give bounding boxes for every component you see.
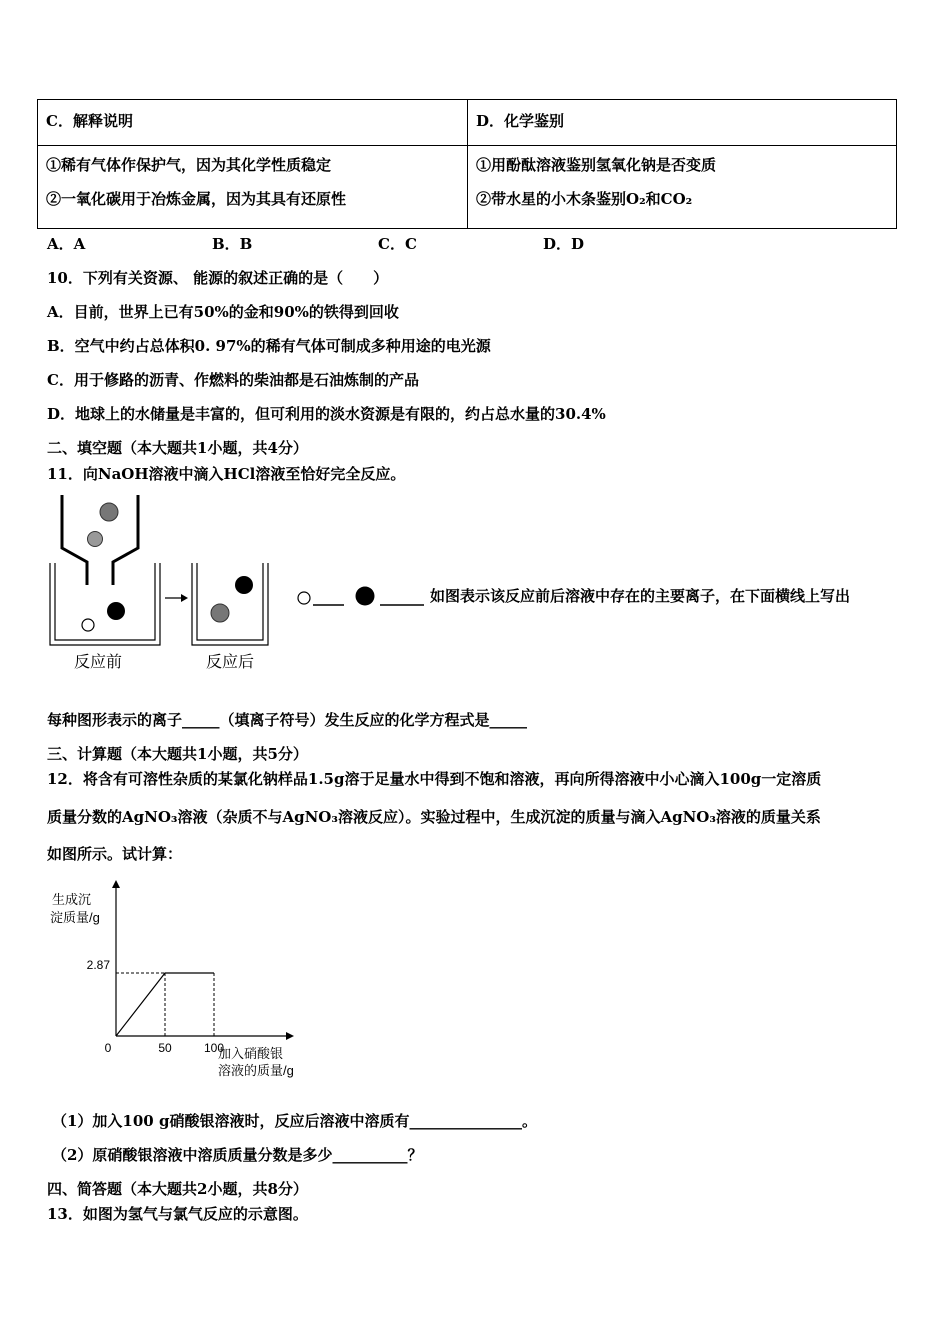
x-tick-label: 50 <box>158 1041 172 1055</box>
d-item: ②带水星的小木条鉴别O₂和CO₂ <box>476 190 693 208</box>
ion-white-circle <box>82 619 94 631</box>
q13-stem: 13．如图为氢气与氯气反应的示意图。 <box>47 1205 308 1223</box>
c-item: ①稀有气体作保护气，因为其化学性质稳定 <box>46 156 332 174</box>
label-after: 反应后 <box>205 654 255 671</box>
legend-black-circle <box>356 587 375 606</box>
ion-legend <box>294 585 426 611</box>
ion-black-circle <box>235 576 253 594</box>
precipitate-chart <box>40 878 320 1088</box>
table-cell-d-header <box>468 100 897 146</box>
section-4-heading: 四、简答题（本大题共2小题，共8分） <box>47 1180 308 1198</box>
section-3-heading: 三、计算题（本大题共1小题，共5分） <box>47 745 308 763</box>
ion-black-circle <box>107 602 125 620</box>
beaker-after-inner <box>197 563 263 640</box>
d-header: D．化学鉴别 <box>476 112 565 130</box>
arrow-head <box>181 594 188 602</box>
q12-sub2: （2）原硝酸银溶液中溶质质量分数是多少__________？ <box>52 1146 423 1164</box>
q12-sub1: （1）加入100 g硝酸银溶液时，反应后溶液中溶质有_______________。 <box>52 1112 537 1130</box>
q9-option-d: D．D <box>543 235 585 253</box>
legend-white-circle <box>298 592 310 604</box>
y-axis-label-line1: 生成沉 <box>52 892 92 907</box>
table-cell-c-body <box>38 146 468 229</box>
c-item: ②一氧化碳用于冶炼金属，因为其具有还原性 <box>46 190 347 208</box>
q10-stem: 10．下列有关资源、 能源的叙述正确的是（ ） <box>47 269 389 287</box>
y-axis-arrow <box>112 880 120 888</box>
beaker-before-outer <box>50 563 160 645</box>
x-tick-label: 0 <box>104 1041 112 1055</box>
d-item: ①用酚酞溶液鉴别氢氧化钠是否变质 <box>476 156 717 174</box>
table-cell-c-header <box>38 100 468 146</box>
q9-option-b: B．B <box>212 235 253 253</box>
ion-gray-circle <box>88 532 103 547</box>
reaction-diagram <box>40 490 300 680</box>
table-cell-d-body <box>468 146 897 229</box>
q10-option: C．用于修路的沥青、作燃料的柴油都是石油炼制的产品 <box>47 371 419 389</box>
q12-line3: 如图所示。试计算： <box>47 845 183 863</box>
ion-gray-circle <box>211 604 229 622</box>
section-2-heading: 二、填空题（本大题共1小题，共4分） <box>47 439 308 457</box>
q10-option: A．目前，世界上已有50%的金和90%的铁得到回收 <box>47 303 399 321</box>
q11-line2: 每种图形表示的离子_____（填离子符号）发生反应的化学方程式是_____ <box>47 711 528 729</box>
x-axis-label-line1: 加入硝酸银 <box>218 1046 284 1061</box>
q10-option: D．地球上的水储量是丰富的，但可利用的淡水资源是有限的，约占总水量的30.4% <box>47 405 606 423</box>
q12-line1: 12．将含有可溶性杂质的某氯化钠样品1.5g溶于足量水中得到不饱和溶液，再向所得溶液中小心滴入100g一定溶质 <box>47 770 822 788</box>
q9-option-c: C．C <box>378 235 417 253</box>
q9-option-a: A．A <box>47 235 86 253</box>
x-axis-arrow <box>286 1032 294 1040</box>
y-tick-label: 2.87 <box>86 958 110 972</box>
q10-option: B．空气中约占总体积0. 97%的稀有气体可制成多种用途的电光源 <box>47 337 491 355</box>
q12-line2: 质量分数的AgNO₃溶液（杂质不与AgNO₃溶液反应）。实验过程中，生成沉淀的质量与滴入AgNO₃溶液的质量关系 <box>47 808 821 826</box>
y-axis-label-line2: 淀质量/g <box>50 910 100 925</box>
beaker-before-inner <box>55 563 155 640</box>
c-header: C．解释说明 <box>46 112 133 130</box>
ion-gray-circle <box>100 503 118 521</box>
x-axis-label-line2: 溶液的质量/g <box>218 1063 294 1078</box>
options-table <box>37 99 897 229</box>
label-before: 反应前 <box>73 654 123 671</box>
q11-stem: 11．向NaOH溶液中滴入HCl溶液至恰好完全反应。 <box>47 465 406 483</box>
beaker-after-outer <box>192 563 268 645</box>
dropper-left-wall <box>62 495 87 585</box>
q11-legend-text: 如图表示该反应前后溶液中存在的主要离子，在下面横线上写出 <box>430 587 851 605</box>
x-tick-label: 100 <box>203 1041 225 1055</box>
